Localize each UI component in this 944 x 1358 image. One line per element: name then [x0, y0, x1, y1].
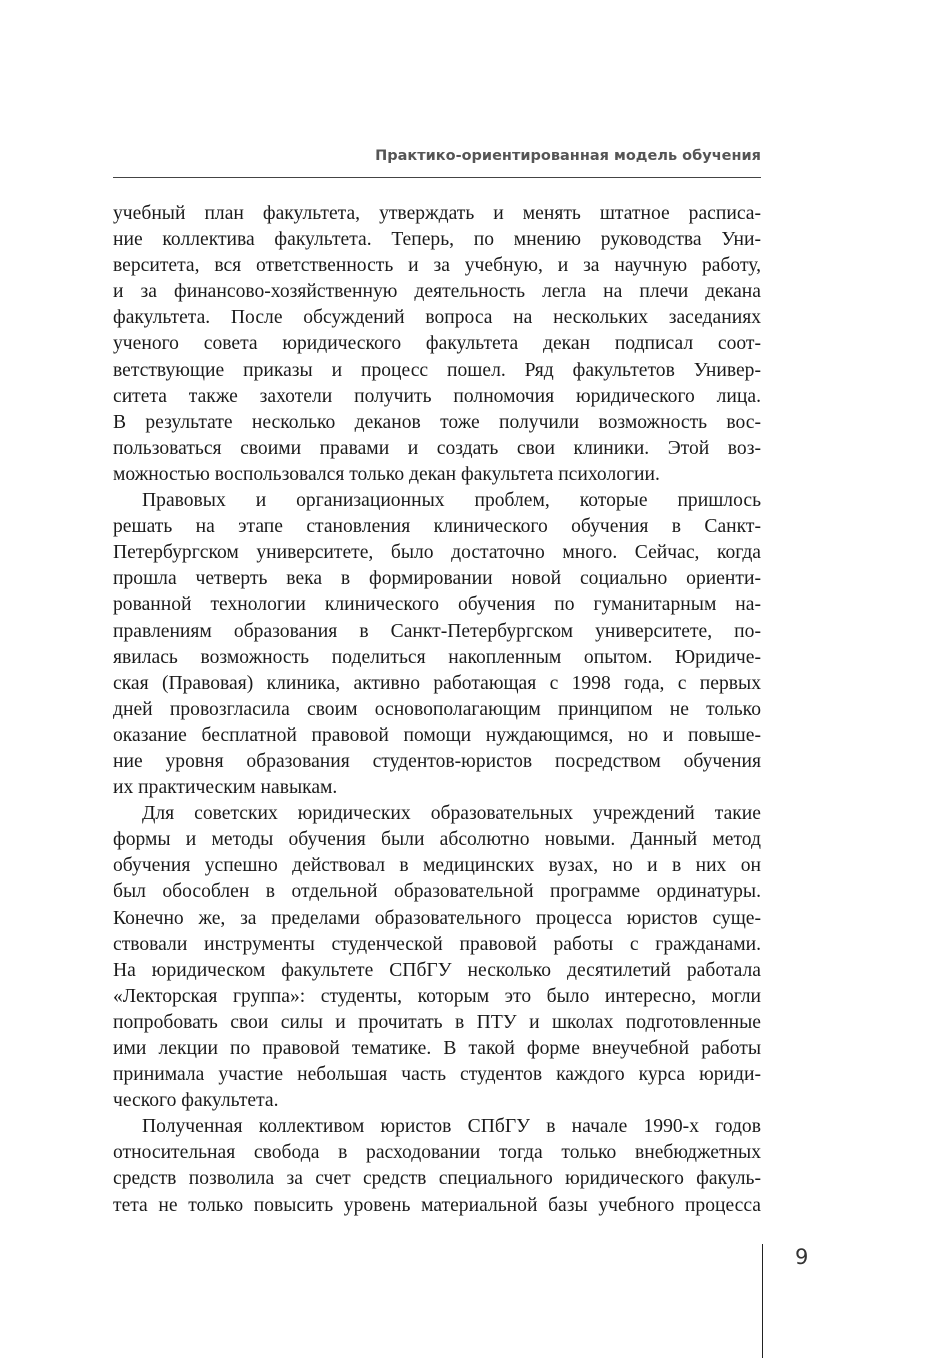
body-text — [113, 201, 761, 1219]
text-line: ствовали инструменты студенческой правовой работы с гражданами. — [113, 933, 761, 955]
text-line: ученого совета юридического факультета декан подписал соот- — [113, 333, 761, 355]
text-line: был обособлен в отдельной образовательной программе ординатуры. — [113, 881, 761, 903]
text-line: попробовать свои силы и прочитать в ПТУ и школах подготовленные — [113, 1011, 761, 1033]
text-line: Для советских юридических образовательных учреждений такие — [142, 803, 761, 825]
text-line: «Лекторская группа»: студенты, которым это было интересно, могли — [113, 985, 761, 1007]
header-rule — [113, 177, 761, 178]
text-line: На юридическом факультете СПбГУ несколько десятилетий работала — [113, 959, 761, 981]
paragraph — [113, 488, 761, 801]
text-line: Конечно же, за пределами образовательного процесса юристов суще- — [113, 907, 761, 929]
text-line: Полученная коллективом юристов СПбГУ в начале 1990-х годов — [142, 1116, 761, 1138]
text-line: факультета. После обсуждений вопроса на нескольких заседаниях — [113, 307, 761, 329]
text-line: правлениям образования в Санкт-Петербургском университете, по- — [113, 620, 761, 642]
page-number: 9 — [795, 1245, 809, 1269]
text-line: формы и методы обучения были абсолютно новыми. Данный метод — [113, 829, 761, 851]
text-line: относительная свобода в расходовании тогда только внебюджетных — [113, 1142, 761, 1164]
paragraph — [113, 801, 761, 1114]
text-line: оказание бесплатной правовой помощи нуждающимся, но и повыше- — [113, 724, 761, 746]
text-line: дней провозгласила своим основополагающим принципом не только — [113, 698, 761, 720]
text-line: ская (Правовая) клиника, активно работающая с 1998 года, с первых — [113, 672, 761, 694]
text-line: пользоваться своими правами и создать свои клиники. Этой воз- — [113, 437, 761, 459]
text-line: прошла четверть века в формировании новой социально ориенти- — [113, 568, 761, 590]
text-line: решать на этапе становления клинического обучения в Санкт- — [113, 516, 761, 538]
text-line: ситета также захотели получить полномочия юридического лица. — [113, 385, 761, 407]
text-line: явилась возможность поделиться накопленным опытом. Юридиче- — [113, 646, 761, 668]
folio-rule — [762, 1244, 763, 1358]
text-line: учебный план факультета, утверждать и менять штатное расписа- — [113, 203, 761, 224]
text-line: ние уровня образования студентов-юристов посредством обучения — [113, 750, 761, 772]
text-line: тета не только повысить уровень материальной базы учебного процесса — [113, 1194, 761, 1216]
text-line: можностью воспользовался только декан факультета психологии. — [113, 463, 660, 485]
text-line: средств позволила за счет средств специального юридического факуль- — [113, 1168, 761, 1190]
text-line: их практическим навыкам. — [113, 777, 338, 799]
paragraph — [113, 201, 761, 488]
text-line: принимала участие небольшая часть студентов каждого курса юриди- — [113, 1064, 761, 1086]
text-line: Правовых и организационных проблем, которые пришлось — [142, 490, 761, 512]
running-head: Практико-ориентированная модель обучения — [375, 148, 761, 164]
text-line: Петербургском университете, было достаточно много. Сейчас, когда — [113, 542, 761, 564]
paragraph — [113, 1114, 761, 1218]
text-line: В результате несколько деканов тоже получили возможность вос- — [113, 411, 761, 433]
text-line: ние коллектива факультета. Теперь, по мнению руководства Уни- — [113, 229, 761, 251]
text-line: ими лекции по правовой тематике. В такой форме внеучебной работы — [113, 1038, 761, 1059]
text-line: ветствующие приказы и процесс пошел. Ряд факультетов Универ- — [113, 359, 761, 381]
text-line: обучения успешно действовал в медицинских вузах, но и в них он — [113, 855, 761, 877]
text-line: и за финансово-хозяйственную деятельность легла на плечи декана — [113, 281, 761, 303]
text-line: ческого факультета. — [113, 1090, 279, 1112]
text-line: рованной технологии клинического обучения по гуманитарным на- — [113, 594, 761, 616]
text-line: верситета, вся ответственность и за учебную, и за научную работу, — [113, 255, 761, 277]
